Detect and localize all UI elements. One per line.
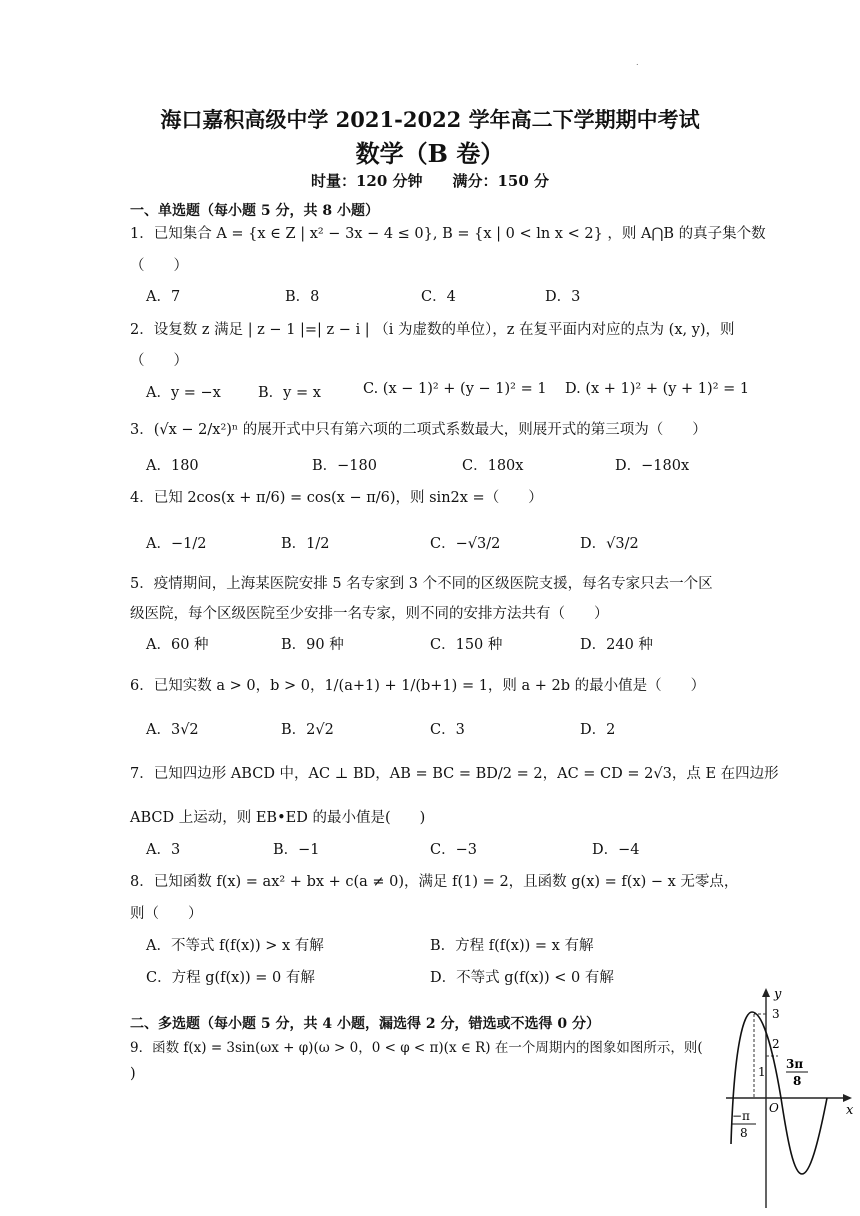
question-9-stem-cont: ): [130, 1066, 136, 1082]
question-3-option-b: B．−180: [312, 458, 377, 474]
question-6-option-d: D．2: [580, 722, 616, 738]
question-8-stem: 8．已知函数 f(x) = ax² + bx + c(a ≠ 0)，满足 f(1) = 2，且函数 g(x) = f(x) − x 无零点，: [130, 874, 739, 890]
question-6-option-c: C．3: [430, 722, 465, 738]
school-title: 海口嘉积高级中学 2021-2022 学年高二下学期期中考试: [160, 107, 700, 132]
question-1-option-d: D．3: [545, 289, 581, 305]
question-2-option-d: D. (x + 1)² + (y + 1)² = 1: [565, 381, 750, 397]
question-8-option-b: B．方程 f(f(x)) = x 有解: [430, 938, 594, 954]
question-5-option-d: D．240 种: [580, 637, 653, 653]
question-1-option-a: A．7: [146, 289, 181, 305]
question-6-option-a: A．3√2: [146, 722, 199, 738]
question-5-stem-cont: 级医院，每个区级医院至少安排一名专家，则不同的安排方法共有（ ）: [130, 606, 609, 622]
time-score-line: 时量：120 分钟 满分：150 分: [310, 172, 550, 190]
y-axis-label: y: [774, 987, 782, 1002]
question-2-answer-blank: （ ）: [130, 353, 188, 369]
section-2-heading: 二、多选题（每小题 5 分，共 4 小题，漏选得 2 分，错选或不选得 0 分）: [130, 1016, 600, 1032]
question-1-stem: 1．已知集合 A = {x ∈ Z | x² − 3x − 4 ≤ 0}, B = {x | 0 < ln x < 2} ，则 A⋂B 的真子集个数: [130, 226, 766, 242]
question-4-option-b: B．1/2: [281, 536, 330, 552]
x-axis-label: x: [846, 1103, 854, 1118]
tick-label-3: 3: [772, 1007, 780, 1021]
tick-label-2: 2: [772, 1037, 780, 1051]
question-7-stem: 7．已知四边形 ABCD 中，AC ⊥ BD，AB = BC = BD/2 = 2，AC = CD = 2√3，点 E 在四边形: [130, 766, 779, 782]
page-dot: .: [636, 58, 639, 67]
question-5-option-b: B．90 种: [281, 637, 344, 653]
x-axis-arrow: [843, 1094, 852, 1102]
question-2-stem: 2．设复数 z 满足 | z − 1 |=| z − i | （i 为虚数的单位），z 在复平面内对应的点为 (x, y)，则: [130, 322, 735, 338]
left-tick-numerator: −π: [732, 1109, 750, 1123]
question-2-option-c: C. (x − 1)² + (y − 1)² = 1: [363, 381, 547, 397]
question-3-option-a: A．180: [146, 458, 199, 474]
question-9-stem: 9．函数 f(x) = 3sin(ωx + φ)(ω > 0，0 < φ < π)(x ∈ R) 在一个周期内的图象如图所示，则(: [130, 1040, 703, 1056]
question-2-option-b: B．y = x: [258, 385, 321, 401]
question-1-option-b: B．8: [285, 289, 320, 305]
question-7-option-b: B．−1: [273, 842, 320, 858]
question-8-option-a: A．不等式 f(f(x)) > x 有解: [146, 938, 324, 954]
question-8-stem-cont: 则（ ）: [130, 906, 203, 922]
question-4-option-a: A．−1/2: [146, 536, 207, 552]
question-1-option-c: C．4: [421, 289, 456, 305]
question-5-stem: 5．疫情期间，上海某医院安排 5 名专家到 3 个不同的区级医院支援，每名专家只去一个区: [130, 576, 713, 592]
question-5-option-c: C．150 种: [430, 637, 503, 653]
question-2-option-a: A．y = −x: [146, 385, 221, 401]
question-1-answer-blank: （ ）: [130, 258, 188, 274]
question-6-stem: 6．已知实数 a > 0，b > 0，1/(a+1) + 1/(b+1) = 1，则 a + 2b 的最小值是（ ）: [130, 678, 706, 694]
subject-title: 数学（B 卷）: [355, 139, 505, 168]
question-3-option-c: C．180x: [462, 458, 524, 474]
question-8-option-c: C．方程 g(f(x)) = 0 有解: [146, 970, 315, 986]
question-6-option-b: B．2√2: [281, 722, 334, 738]
question-3-option-d: D．−180x: [615, 458, 690, 474]
question-7-option-c: C．−3: [430, 842, 477, 858]
question-7-option-a: A．3: [146, 842, 181, 858]
y-axis-arrow: [762, 988, 770, 997]
right-tick-denominator: 8: [793, 1074, 802, 1088]
question-7-stem-cont: ABCD 上运动，则 EB•ED 的最小值是( ): [130, 810, 426, 826]
question-4-option-c: C．−√3/2: [430, 536, 501, 552]
section-1-heading: 一、单选题（每小题 5 分，共 8 小题）: [130, 203, 379, 219]
question-8-option-d: D．不等式 g(f(x)) < 0 有解: [430, 970, 614, 986]
origin-label: O: [769, 1101, 779, 1115]
question-5-option-a: A．60 种: [146, 637, 209, 653]
tick-label-1: 1: [758, 1065, 766, 1079]
sine-graph-figure: [722, 984, 854, 1210]
question-4-stem: 4．已知 2cos(x + π/6) = cos(x − π/6)，则 sin2x =（ ）: [130, 490, 543, 506]
left-tick-denominator: 8: [740, 1126, 748, 1140]
question-3-stem: 3．(√x − 2/x²)ⁿ 的展开式中只有第六项的二项式系数最大，则展开式的第三项为（ ）: [130, 422, 707, 438]
question-7-option-d: D．−4: [592, 842, 640, 858]
question-4-option-d: D．√3/2: [580, 536, 639, 552]
right-tick-numerator: 3π: [786, 1057, 804, 1071]
